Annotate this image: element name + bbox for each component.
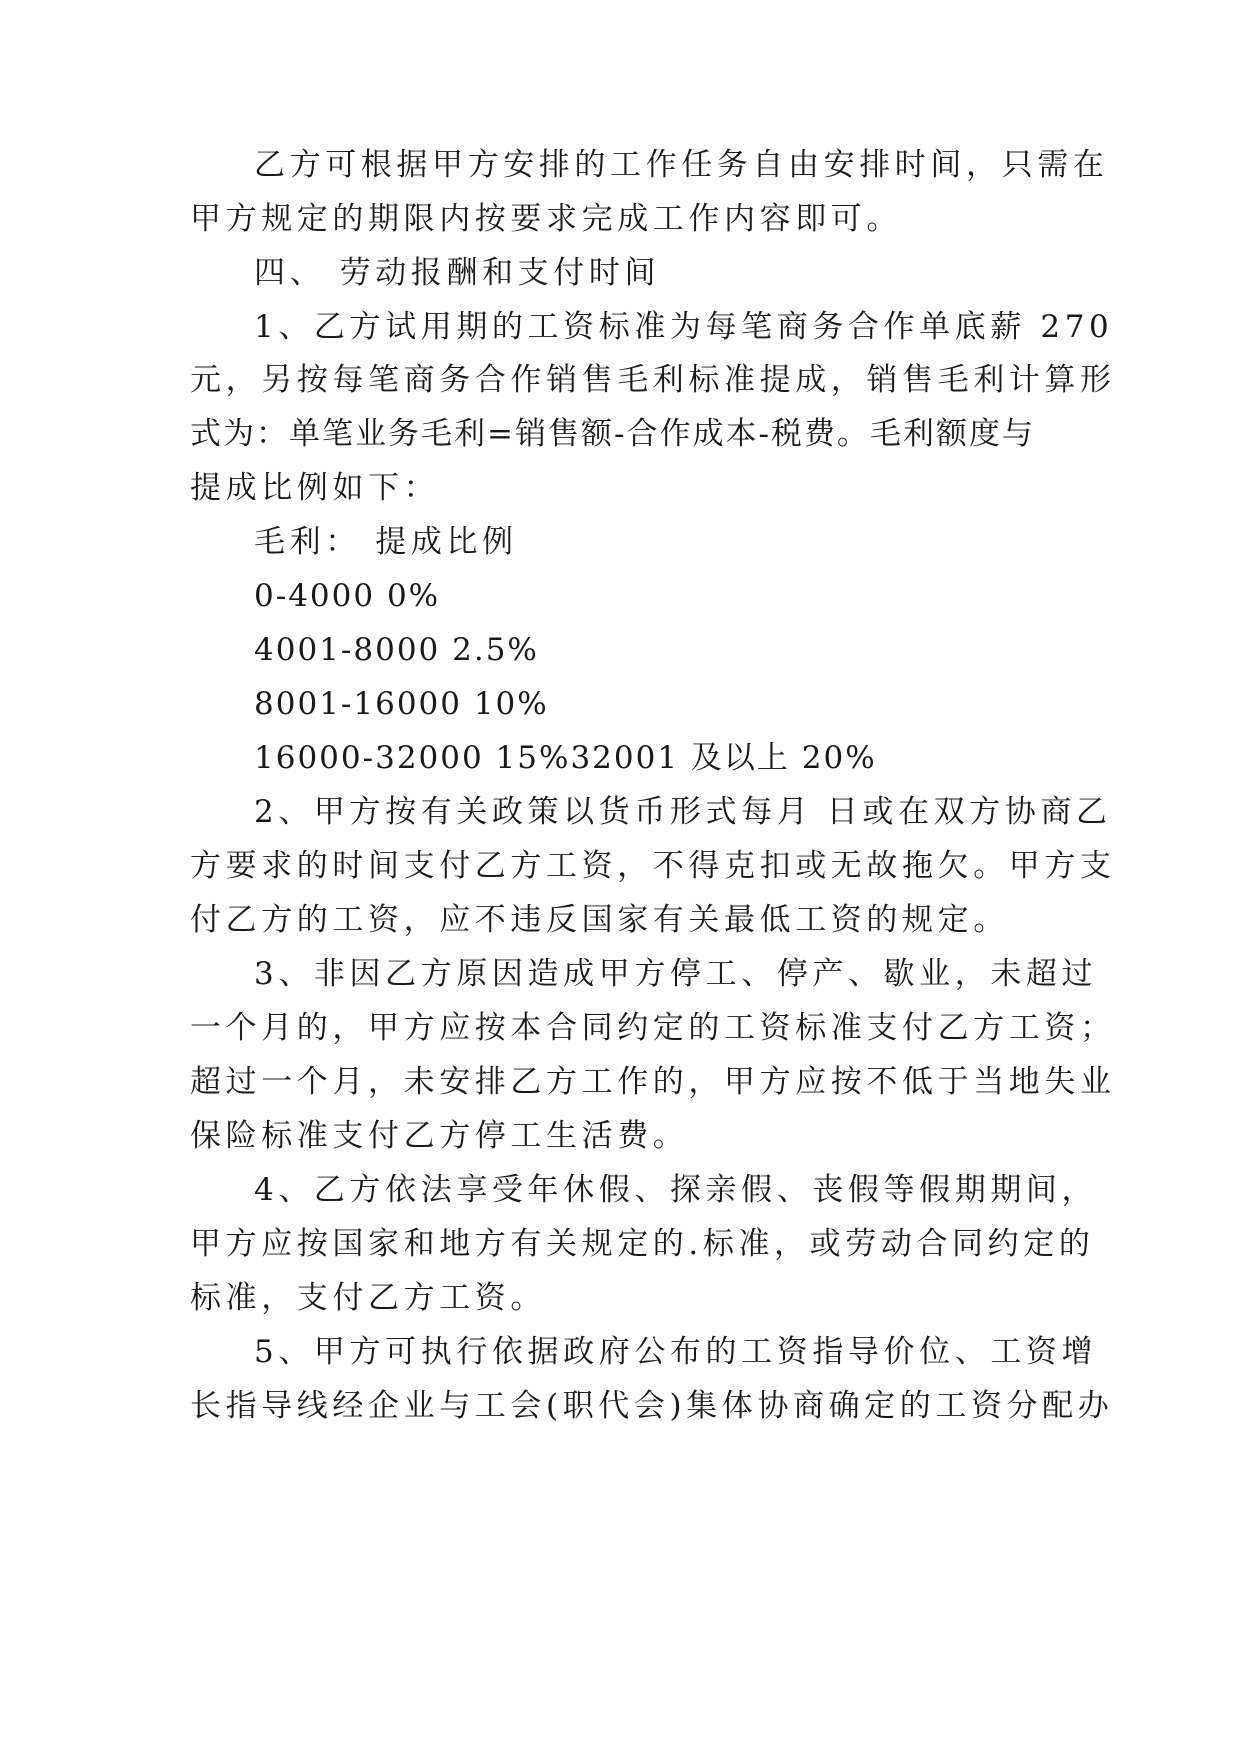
text-line: 1、乙方试用期的工资标准为每笔商务合作单底薪 270 bbox=[254, 309, 1114, 345]
text-line: 5、甲方可执行依据政府公布的工资指导价位、工资增 bbox=[254, 1334, 1098, 1370]
text-line: 4、乙方依法享受年休假、探亲假、丧假等假期期间， bbox=[254, 1172, 1098, 1208]
text-line: 长指导线经企业与工会(职代会)集体协商确定的工资分配办 bbox=[190, 1388, 1114, 1424]
text-line: 提成比例如下： bbox=[190, 470, 440, 506]
text-line: 甲方规定的期限内按要求完成工作内容即可。 bbox=[190, 201, 902, 237]
commission-tier: 0-4000 0% bbox=[254, 578, 441, 614]
text-line: 3、非因乙方原因造成甲方停工、停产、歇业，未超过 bbox=[254, 956, 1098, 992]
section-heading: 四、 劳动报酬和支付时间 bbox=[254, 255, 661, 291]
commission-tier: 8001-16000 10% bbox=[254, 686, 549, 722]
text-line: 超过一个月，未安排乙方工作的，甲方应按不低于当地失业 bbox=[190, 1064, 1116, 1100]
commission-tier: 4001-8000 2.5% bbox=[254, 632, 539, 668]
text-line: 式为：单笔业务毛利=销售额-合作成本-税费。毛利额度与 bbox=[190, 416, 1035, 452]
text-line: 乙方可根据甲方安排的工作任务自由安排时间，只需在 bbox=[254, 147, 1109, 183]
text-line: 付乙方的工资，应不违反国家有关最低工资的规定。 bbox=[190, 902, 1009, 938]
text-line: 元，另按每笔商务合作销售毛利标准提成，销售毛利计算形 bbox=[190, 362, 1116, 398]
commission-tier: 16000-32000 15%32001 及以上 20% bbox=[254, 740, 877, 776]
text-line: 标准，支付乙方工资。 bbox=[190, 1280, 546, 1316]
text-line: 甲方应按国家和地方有关规定的.标准，或劳动合同约定的 bbox=[190, 1226, 1095, 1262]
text-line: 2、甲方按有关政策以货币形式每月 日或在双方协商乙 bbox=[254, 794, 1112, 830]
text-line: 一个月的，甲方应按本合同约定的工资标准支付乙方工资； bbox=[190, 1010, 1116, 1046]
commission-table-header: 毛利： 提成比例 bbox=[254, 524, 518, 560]
text-line: 方要求的时间支付乙方工资，不得克扣或无故拖欠。甲方支 bbox=[190, 848, 1116, 884]
text-line: 保险标准支付乙方停工生活费。 bbox=[190, 1118, 689, 1154]
